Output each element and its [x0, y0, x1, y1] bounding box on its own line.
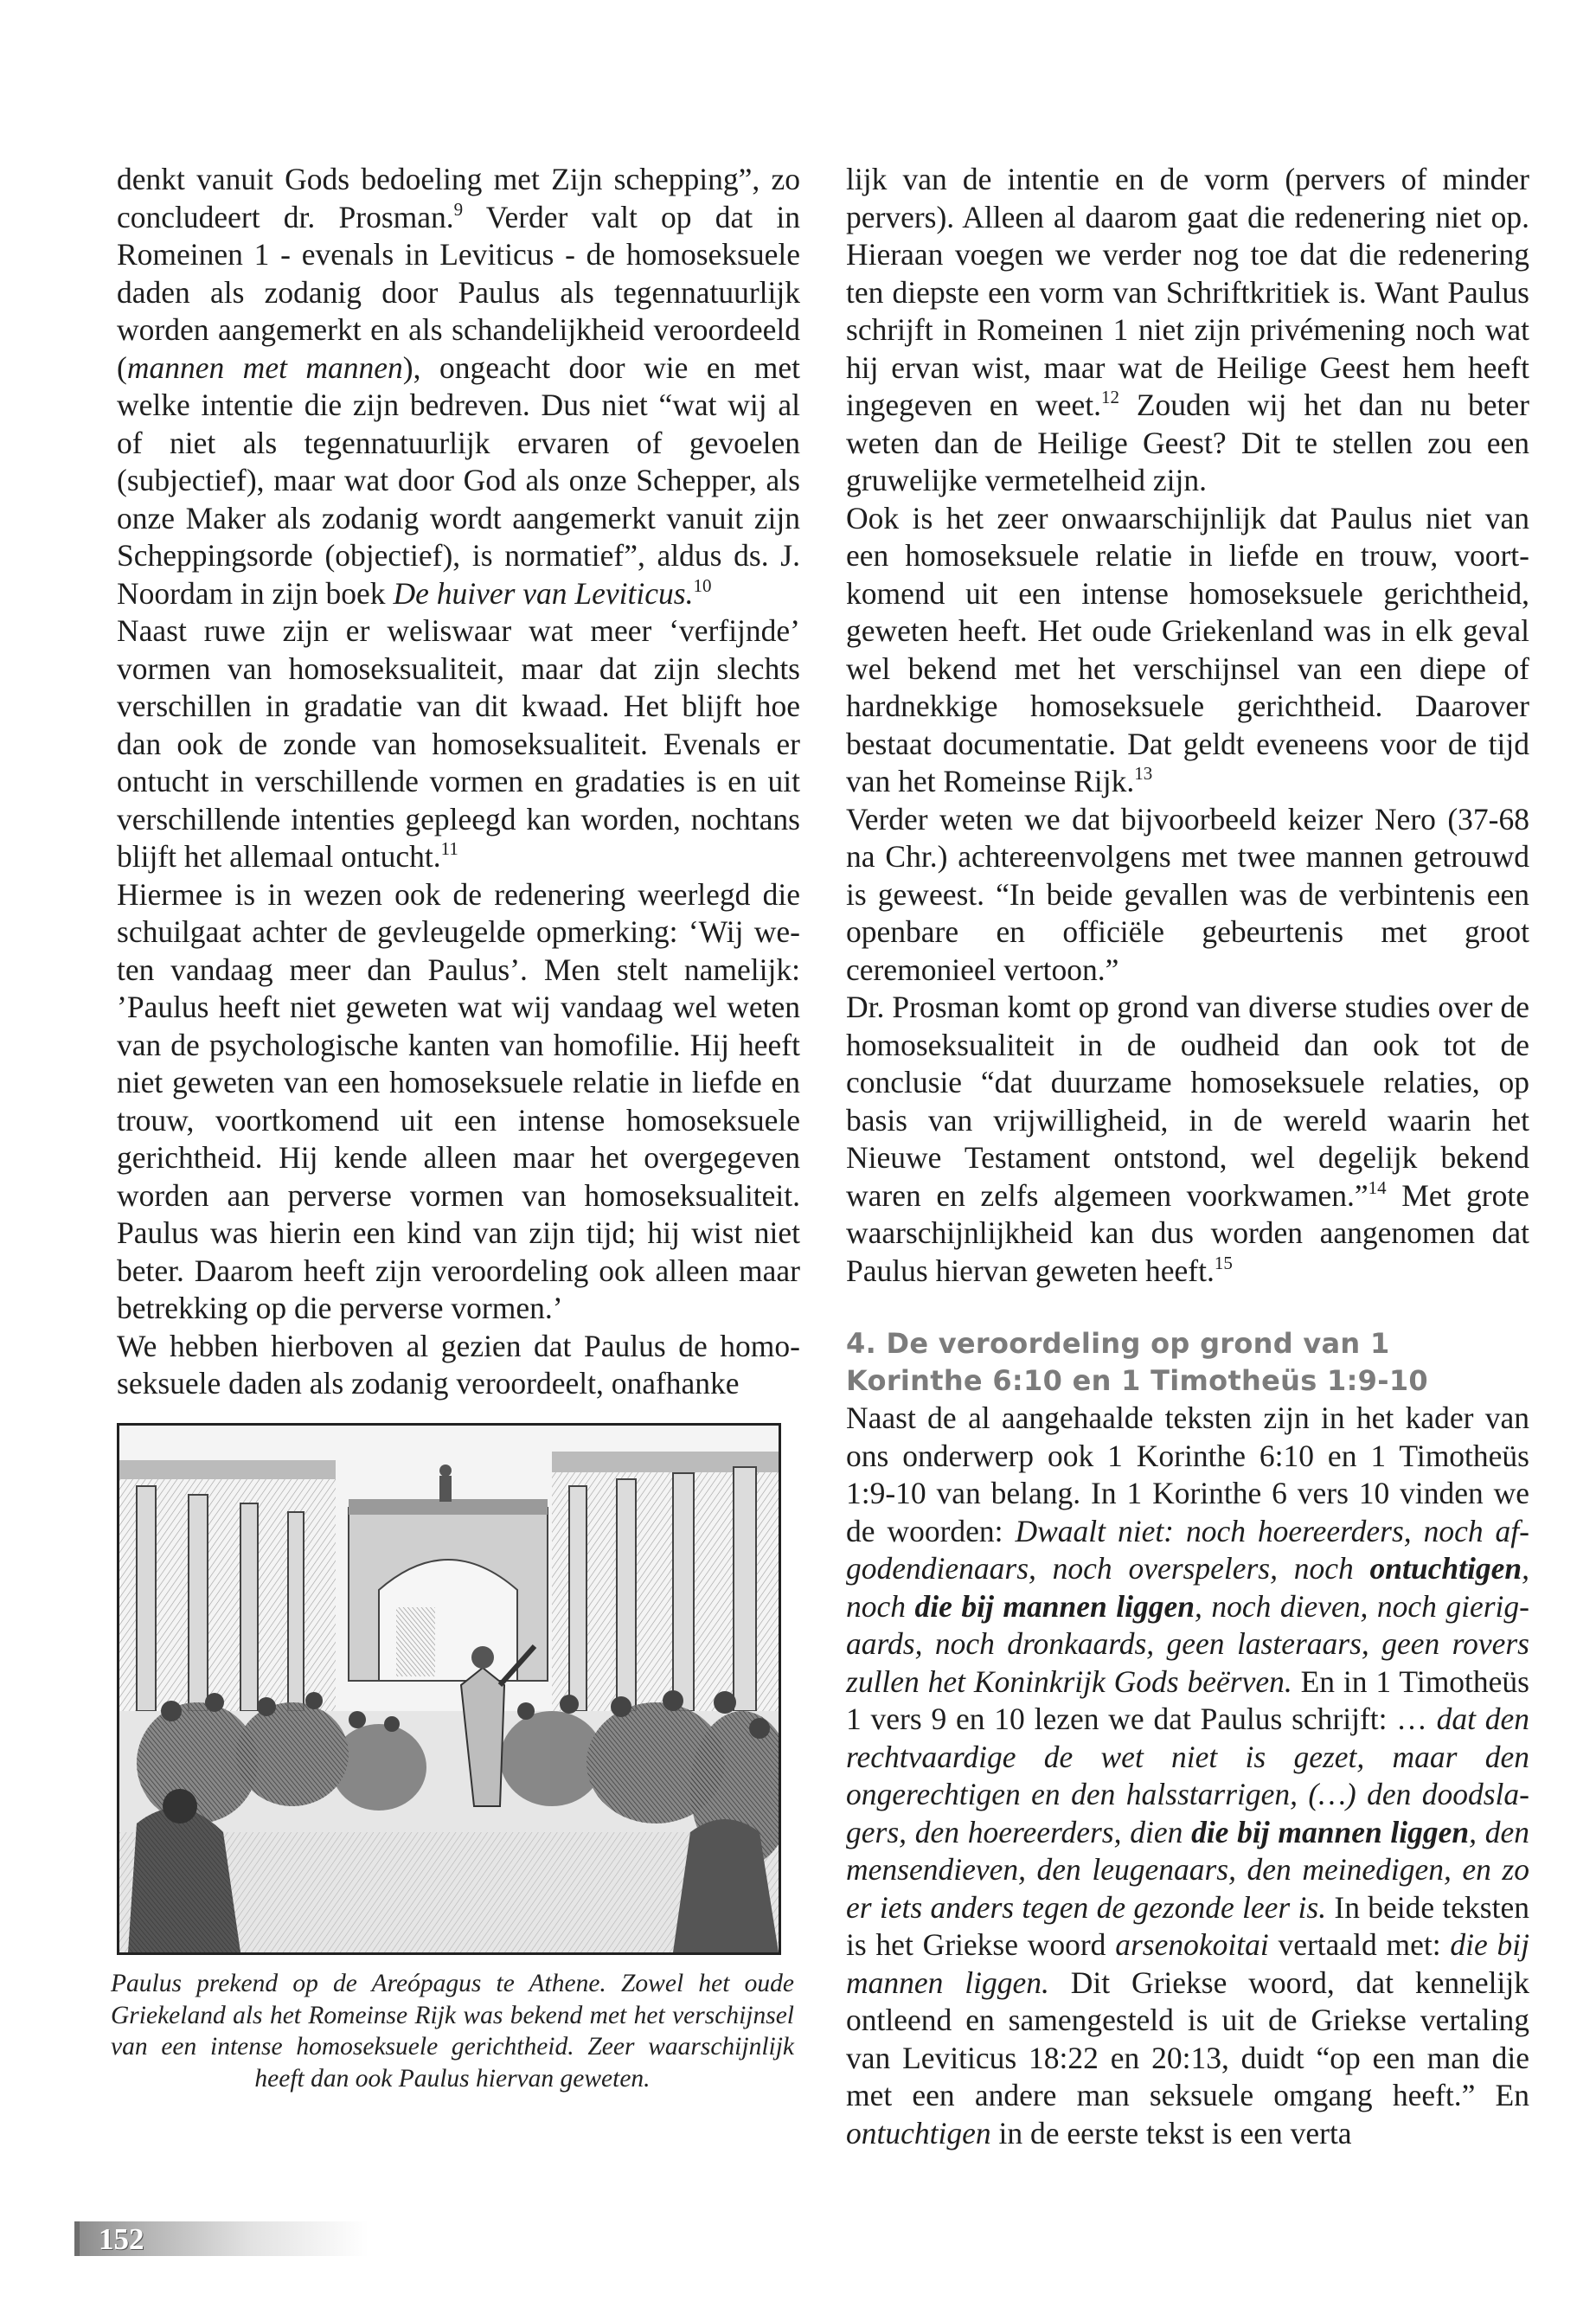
engraving-illustration — [117, 1423, 781, 1955]
paragraph: Hiermee is in wezen ook de redenering weerlegd die schuilgaat achter de gevleugelde opmerking: ‘Wij weten vandaag meer dan Paulus’. Men stelt namelijk: ’Paulus heeft niet geweten wat wij vandaag wel weten van de psychologische kanten van homofilie. Hij heeft niet geweten van een homoseksuele relatie in liefde en trouw, voortkomend uit een intense homoseksuele gerichtheid. Hij kende alleen maar het overgegeven worden aan perverse vormen van homoseksualiteit. Paulus was hierin een kind van zijn tijd; hij wist niet beter. Daarom heeft zijn veroordeling ook alleen maar betrekking op die perverse vormen.’ — [117, 876, 800, 1325]
footnote-ref: 12 — [1101, 387, 1119, 407]
paragraph: Naast ruwe zijn er weliswaar wat meer ‘verfijnde’ vormen van homoseksualiteit, maar dat zijn slechts verschillen in gradatie van dit kwaad. Het blijft hoe dan ook de zonde van homoseksualiteit. Evenals er ontucht in verschillende vormen en gradaties is en uit verschillende intenties gepleegd kan worden, nochtans blijft het allemaal ontucht.$^{11}$ — [117, 613, 800, 874]
paragraph: Verder weten we dat bijvoorbeeld keizer Nero (37-68 na Chr.) achtereenvolgens met twee mannen getrouwd is geweest. “In beide gevallen was de verbintenis een openbare en officiële gebeurtenis met groot ceremonieel vertoon.” — [846, 801, 1529, 987]
section-heading: 4. De veroordeling op grond van 1 Korinthe 6:10 en 1 Timotheüs 1:9-10 — [846, 1327, 1428, 1397]
paragraph: We hebben hierboven al gezien dat Paulus de homoseksuele daden als zodanig veroordeelt, onafhanke — [117, 1328, 800, 1400]
figure-caption: Paulus prekend op de Areópagus te Athene. Zowel het oude Griekeland als het Romeinse Rijk was bekend met het verschijnsel van een intense homoseksuele gerichtheid. Zeer waarschijnlijk heeft dan ook Paulus hiervan geweten. — [111, 1970, 794, 2093]
footnote-ref: 10 — [693, 574, 712, 596]
footnote-ref: 15 — [1214, 1252, 1233, 1273]
paragraph: Ook is het zeer onwaarschijnlijk dat Paulus niet van een homoseksuele relatie in liefde en trouw, voortkomend uit een intense homoseksuele gerichtheid, geweten heeft. Het oude Griekenland was in elk geval wel bekend met het verschijnsel van een diepe of hardnekkige homoseksuele gerichtheid. Daarover bestaat documentatie. Dat geldt eveneens voor de tijd van het Romeinse Rijk.$^{13}$ — [846, 500, 1529, 798]
paragraph: lijk van de intentie en de vorm (pervers of minder pervers). Alleen al daarom gaat die redenering niet op. Hieraan voegen we verder nog toe dat die redenering ten diepste een vorm van Schriftkritiek is. Want Paulus schrijft in Romeinen 1 niet zijn privémening noch wat hij ervan wist, maar wat de Heilige Geest hem heeft ingegeven en weet.$^{12}$ Zouden wij het dan nu beter weten dan de Heilige Geest? Dit te stellen zou een gruwelijke vermetelheid zijn. — [846, 162, 1529, 497]
footnote-ref: 14 — [1368, 1176, 1387, 1198]
footnote-ref: 13 — [1134, 763, 1153, 784]
paragraph: Dr. Prosman komt op grond van diverse studies over de homoseksualiteit in de oudheid dan ook tot de conclusie “dat duurzame homoseksuele relaties, op basis van vrijwilligheid, in de wereld waarin het Nieuwe Testament ontstond, wel degelijk bekend waren en zelfs algemeen voorkwamen.”$^{14}$ Met grote waarschijnlijkheid kan dus worden aangenomen dat Paulus hiervan geweten heeft.$^{15}$ — [846, 990, 1529, 1288]
right-column — [846, 161, 1529, 2152]
footnote-ref: 9 — [453, 198, 464, 220]
paragraph: denkt vanuit Gods bedoeling met Zijn schepping”, zo concludeert dr. Prosman.$^9$ Verder valt op dat in Romeinen 1 - evenals in Leviticus - de homoseksuele daden als zodanig door Paulus als tegennatuurlijk worden aangemerkt en als schandelijkheid veroordeeld (mannen met mannen), ongeacht door wie en met welke intentie die zijn bedreven. Dus niet “wat wij al of niet als tegennatuurlijk ervaren of gevoelen (subjectief), maar wat door God als onze Schepper, als onze Maker als zodanig wordt aangemerkt vanuit zijn Scheppingsorde (objectief), is normatief”, aldus ds. J. Noordam in zijn boek De huiver van Leviticus.$^{10}$ — [117, 162, 800, 611]
page-number: 152 — [99, 2222, 144, 2256]
page-number-bar-edge — [74, 2221, 80, 2256]
footnote-ref: 11 — [440, 838, 458, 859]
left-column — [117, 161, 800, 1403]
paragraph: Naast de al aangehaalde teksten zijn in het kader van ons onderwerp ook 1 Korinthe 6:10 en 1 Timotheüs 1:9-10 van belang. In 1 Korinthe 6 vers 10 vinden we de woorden: Dwaalt niet: noch hoereerders, noch afgodendienaars, noch overspelers, noch ontuchtigen, noch die bij mannen liggen, noch dieven, noch gierigaards, noch dronkaards, geen lasteraars, geen rovers zullen het Koninkrijk Gods beërven. En in 1 Timotheüs 1 vers 9 en 10 lezen we dat Paulus schrijft: … dat den rechtvaardige de wet niet is gezet, maar den ongerechtigen en den halsstarrigen, (…) den doodslagers, den hoereerders, dien die bij mannen liggen, den mensendieven, den leugenaars, den meinedigen, en zo er iets anders tegen de gezonde leer is. In beide teksten is het Griekse woord arsenokoitai vertaald met: die bij mannen liggen. Dit Griekse woord, dat kennelijk ontleend en samengesteld is uit de Griekse vertaling van Leviticus 18:22 en 20:13, duidt “op een man die met een andere man seksuele omgang heeft.” En ontuchtigen in de eerste tekst is een verta — [846, 1400, 1530, 2150]
